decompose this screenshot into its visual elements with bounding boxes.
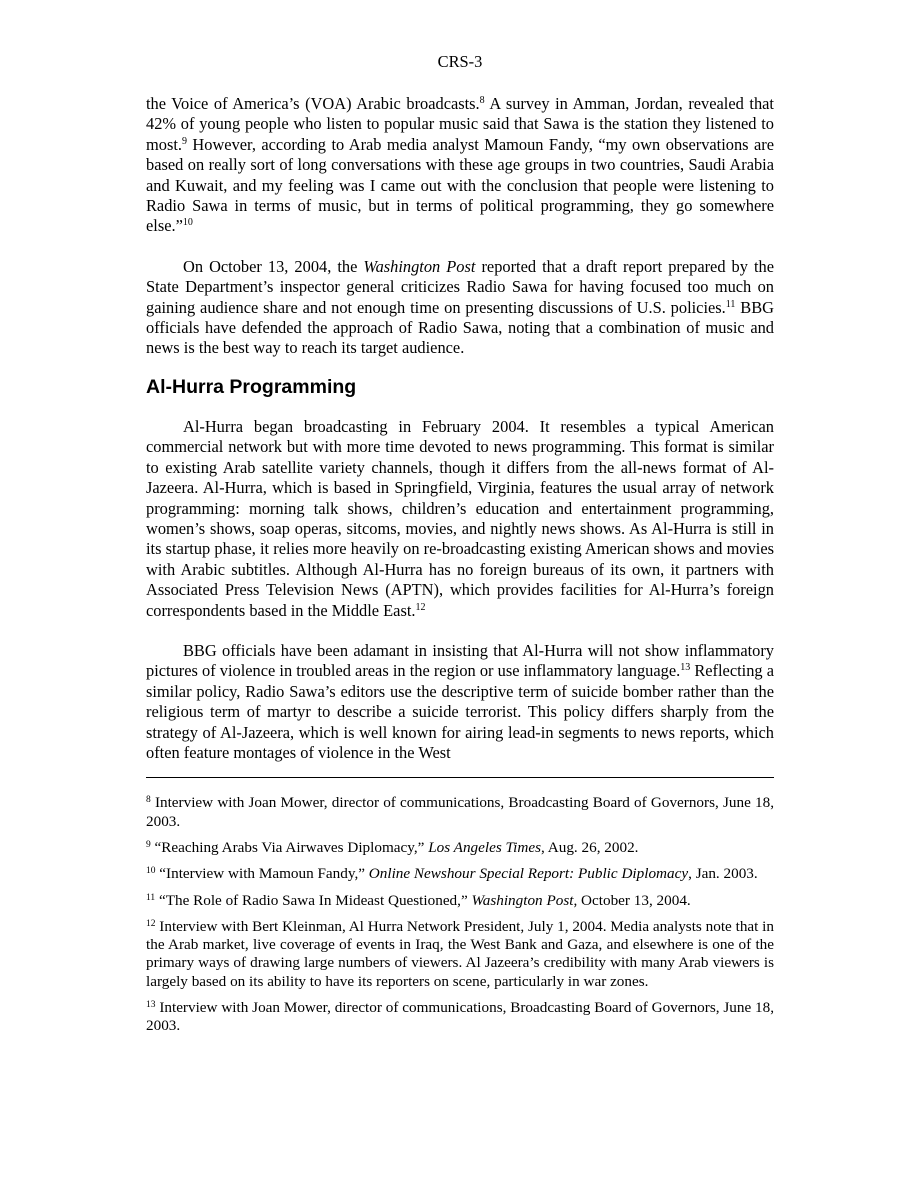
section-heading-al-hurra: Al-Hurra Programming [146, 375, 357, 398]
page-number: CRS-3 [437, 52, 483, 71]
footnote-ref-13[interactable]: 13 [680, 662, 691, 674]
footnote-ref-10[interactable]: 10 [182, 217, 193, 229]
footnote-ref-8[interactable]: 8 [479, 95, 485, 106]
paragraph-sawa-survey: the Voice of America’s (VOA) Arabic broadcasts.$^8$ A survey in Amman, Jordan, revealed that 42% of young people who listen to popular music said that Sawa is the station they listened to most.$^9$ However, according to Arab media analyst Mamoun Fandy, “my own observations are based on really sort of long conversations with these age groups in two countries, Saudi Arabia and Kuwait, and my feeling was I came out with the conclusion that people were listening to Radio Sawa in terms of music, but in terms of political programming, they go somewhere else.”$^{10}$ [146, 94, 774, 236]
paragraph-washington-post-report: On October 13, 2004, the Washington Post reported that a draft report prepared by the State Department’s inspector general criticizes Radio Sawa for having focused too much on gaining audience share and not enough time on presenting discussions of U.S. policies.$^{11}$ BBG officials have defended the approach of Radio Sawa, noting that a combination of music and news is the best way to reach its target audience. [146, 256, 775, 358]
footnote-12: $^{12}$ Interview with Bert Kleinman, Al Hurra Network President, July 1, 2004. Media analysts note that in the Arab market, live coverage of events in Iraq, the West Bank and Gaza, and elsewhere is one of the primary ways of drawing large numbers of viewers. Al Jazeera’s credibility with many Arab viewers is largely based on its ability to have its reporters on scene, particularly in war zones. [146, 917, 774, 990]
footnote-11: $^{11}$ “The Role of Radio Sawa In Mideast Questioned,” Washington Post, October 13, 2004. [146, 891, 691, 909]
footnote-9: $^9$ “Reaching Arabs Via Airwaves Diplomacy,” Los Angeles Times, Aug. 26, 2002. [146, 838, 639, 856]
footnote-ref-11[interactable]: 11 [725, 298, 736, 310]
footnote-8: $^8$ Interview with Joan Mower, director of communications, Broadcasting Board of Governors, June 18, 2003. [146, 794, 774, 830]
paragraph-al-hurra-broadcasting: Al-Hurra began broadcasting in February 2004. It resembles a typical American commercial network but with more time devoted to news programming. This format is similar to existing Arab satellite variety channels, though it differs from the all-news format of Al-Jazeera. Al-Hurra, which is based in Springfield, Virginia, features the usual array of network programming: morning talk shows, children’s education and entertainment programming, women’s shows, soap operas, sitcoms, movies, and nightly news shows. As Al-Hurra is still in its startup phase, it relies more heavily on re-broadcasting existing American shows and movies with Arabic subtitles. Although Al-Hurra has no foreign bureaus of its own, it partners with Associated Press Television News (APTN), which provides facilities for Al-Hurra’s foreign correspondents based in the Middle East.$^{12}$ [146, 416, 774, 620]
paragraph-bbg-policy: BBG officials have been adamant in insisting that Al-Hurra will not show inflammatory pictures of violence in troubled areas in the region or use inflammatory language.$^{13}$ Reflecting a similar policy, Radio Sawa’s editors use the descriptive term of suicide bomber rather than the religious term of martyr to describe a suicide terrorist. This policy differs sharply from the strategy of Al-Jazeera, which is well known for airing lead-in segments to news reports, which often feature montages of violence in the West [146, 640, 774, 762]
footnote-13: $^{13}$ Interview with Joan Mower, director of communications, Broadcasting Board of Governors, June 18, 2003. [146, 999, 774, 1035]
document-body [146, 52, 774, 1036]
footnote-10: $^{10}$ “Interview with Mamoun Fandy,” Online Newshour Special Report: Public Diplomacy, Jan. 2003. [146, 865, 758, 883]
footnote-ref-12[interactable]: 12 [415, 601, 426, 613]
footnote-ref-9[interactable]: 9 [181, 135, 187, 147]
